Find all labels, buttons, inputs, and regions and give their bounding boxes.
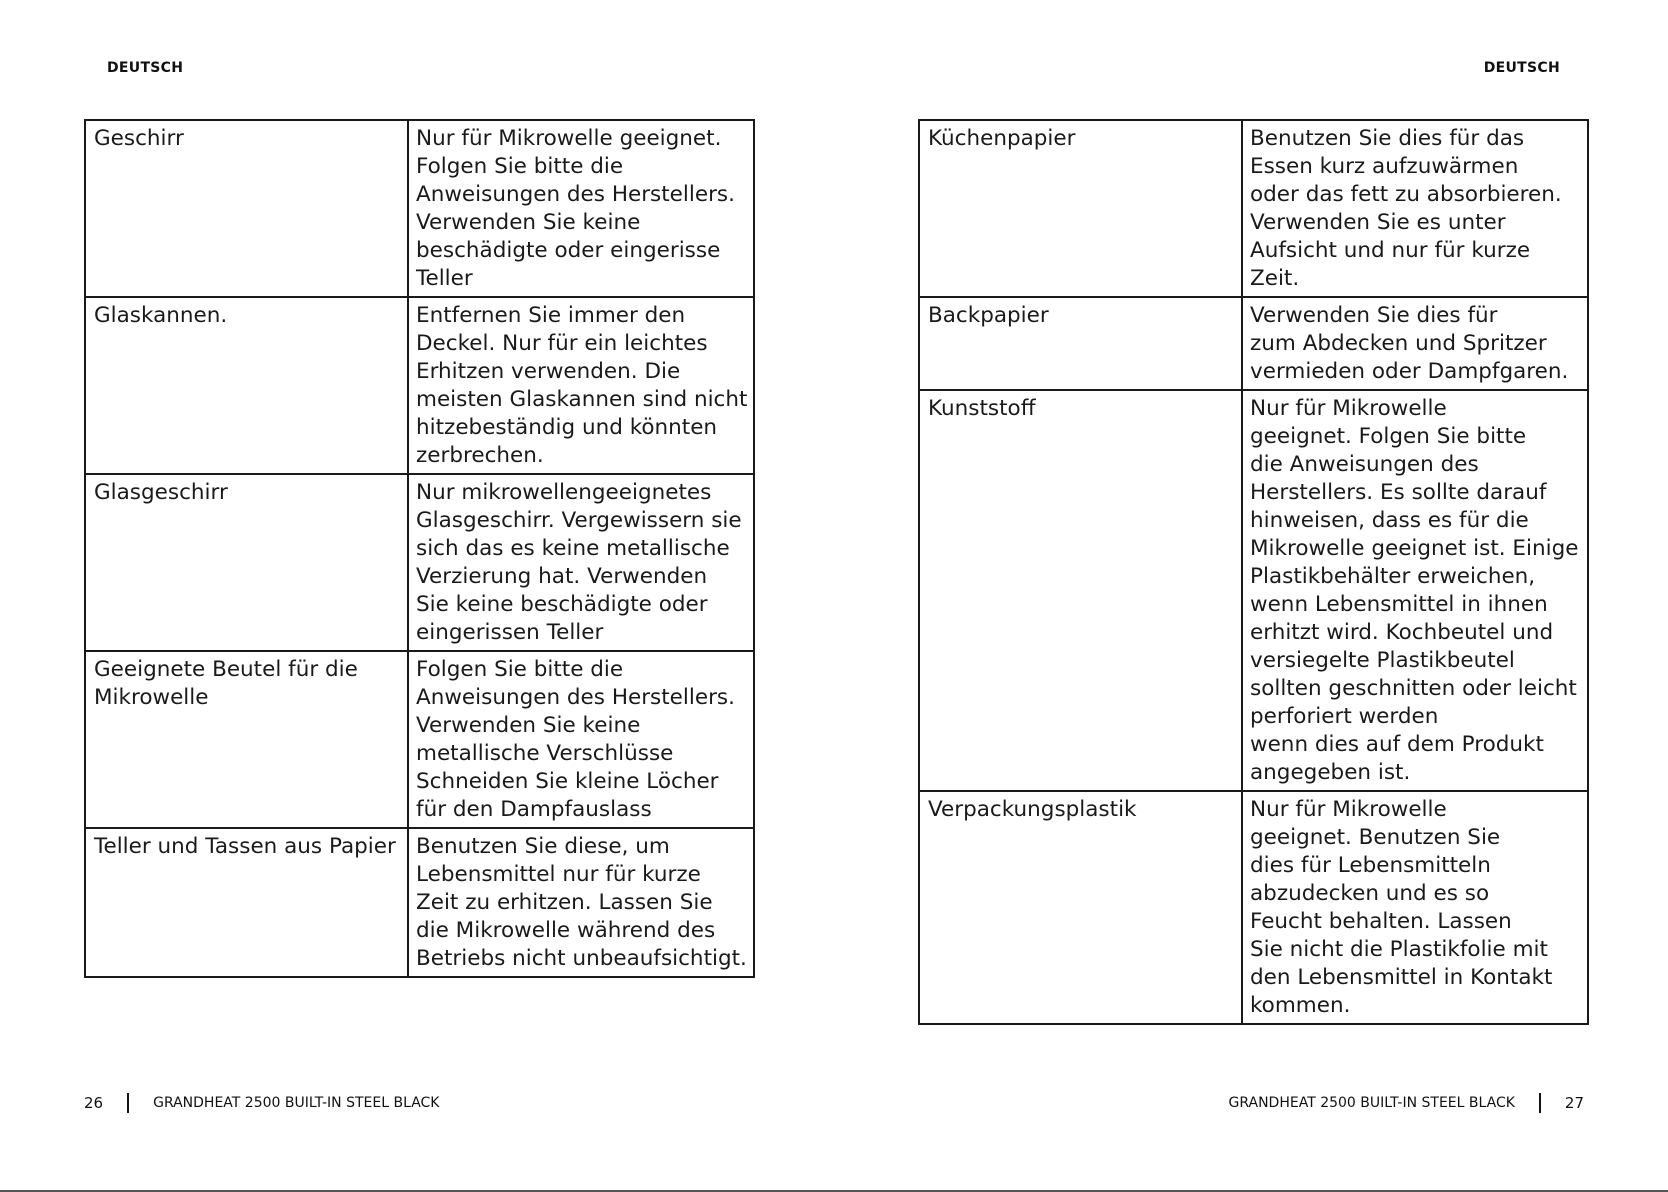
right-page xyxy=(834,0,1668,1192)
materials-table xyxy=(84,119,755,978)
table-row xyxy=(85,651,754,828)
page-footer xyxy=(1229,1093,1585,1113)
description-cell: Nur mikrowellengeeignetes Glasgeschirr. Vergewissern sie sich das es keine metallische Verzierung hat. Verwenden Sie keine beschädigte oder eingerissen Teller xyxy=(408,474,754,651)
footer-divider xyxy=(127,1093,129,1113)
product-name: GRANDHEAT 2500 BUILT-IN STEEL BLACK xyxy=(153,1095,440,1111)
page-number: 26 xyxy=(84,1094,104,1112)
material-cell: Verpackungsplastik xyxy=(919,791,1242,1024)
table-row xyxy=(85,120,754,297)
table-row xyxy=(85,828,754,977)
description-cell: Nur für Mikrowelle geeignet. Folgen Sie bitte die Anweisungen des Herstellers. Verwenden Sie keine beschädigte oder eingerisse Teller xyxy=(408,120,754,297)
description-cell: Benutzen Sie diese, um Lebensmittel nur für kurze Zeit zu erhitzen. Lassen Sie die Mikrowelle während des Betriebs nicht unbeaufsichtigt. xyxy=(408,828,754,977)
material-cell: Glaskannen. xyxy=(85,297,408,474)
material-cell: Teller und Tassen aus Papier xyxy=(85,828,408,977)
description-cell: Verwenden Sie dies für zum Abdecken und Spritzer vermieden oder Dampfgaren. xyxy=(1242,297,1588,390)
description-cell: Nur für Mikrowelle geeignet. Benutzen Sie dies für Lebensmitteln abzudecken und es so Feucht behalten. Lassen Sie nicht die Plastikfolie mit den Lebensmittel in Kontakt kommen. xyxy=(1242,791,1588,1024)
table-row xyxy=(85,474,754,651)
page-language-header: DEUTSCH xyxy=(1483,60,1560,76)
table-row xyxy=(919,120,1588,297)
description-cell: Folgen Sie bitte die Anweisungen des Herstellers. Verwenden Sie keine metallische Verschlüsse Schneiden Sie kleine Löcher für den Dampfauslass xyxy=(408,651,754,828)
table-row xyxy=(919,297,1588,390)
material-cell: Backpapier xyxy=(919,297,1242,390)
page-number: 27 xyxy=(1564,1094,1584,1112)
material-cell: Glasgeschirr xyxy=(85,474,408,651)
material-cell: Geschirr xyxy=(85,120,408,297)
materials-table xyxy=(918,119,1589,1025)
page-language-header: DEUTSCH xyxy=(107,60,184,76)
material-cell: Kunststoff xyxy=(919,390,1242,791)
table-row xyxy=(919,791,1588,1024)
page-footer xyxy=(84,1093,440,1113)
material-cell: Geeignete Beutel für die Mikrowelle xyxy=(85,651,408,828)
description-cell: Nur für Mikrowelle geeignet. Folgen Sie bitte die Anweisungen des Herstellers. Es sollte darauf hinweisen, dass es für die Mikrowelle geeignet ist. Einige Plastikbehälter erweichen, wenn Lebensmittel in ihnen erhitzt wird. Kochbeutel und versiegelte Plastikbeutel sollten geschnitten oder leicht perforiert werden wenn dies auf dem Produkt angegeben ist. xyxy=(1242,390,1588,791)
description-cell: Benutzen Sie dies für das Essen kurz aufzuwärmen oder das fett zu absorbieren. Verwenden Sie es unter Aufsicht und nur für kurze Zeit. xyxy=(1242,120,1588,297)
table-row xyxy=(919,390,1588,791)
table-row xyxy=(85,297,754,474)
material-cell: Küchenpapier xyxy=(919,120,1242,297)
description-cell: Entfernen Sie immer den Deckel. Nur für ein leichtes Erhitzen verwenden. Die meisten Glaskannen sind nicht hitzebeständig und könnten zerbrechen. xyxy=(408,297,754,474)
footer-divider xyxy=(1539,1093,1541,1113)
product-name: GRANDHEAT 2500 BUILT-IN STEEL BLACK xyxy=(1228,1095,1515,1111)
